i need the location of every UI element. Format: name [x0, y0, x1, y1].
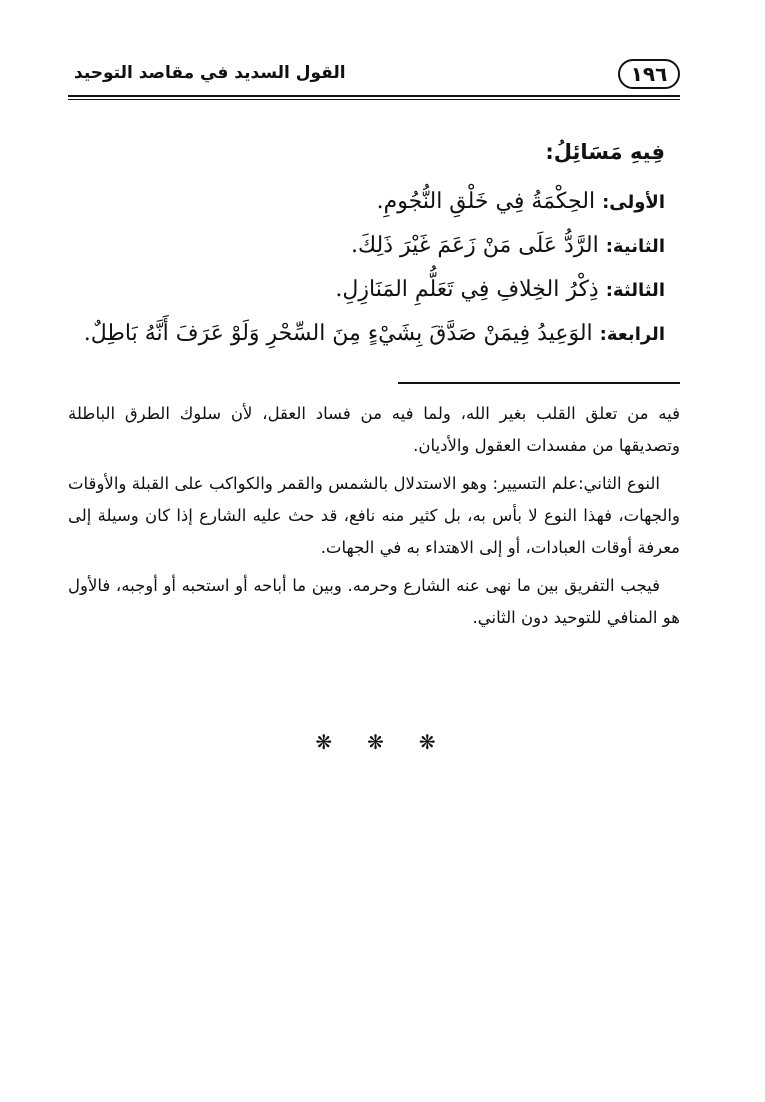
footnotes [68, 398, 680, 640]
running-title: القول السديد في مقاصد التوحيد [74, 63, 346, 83]
footnote-paragraph: النوع الثاني:علم التسيير: وهو الاستدلال بالشمس والقمر والكواكب على القبلة والأوقات والجهات، فهذا النوع لا بأس به، بل كثير منه نافع، قد حث عليه الشارع إذا كان وسيلة إلى معرفة أوقات العبادات، أو إلى الاهتداء به في الجهات. [68, 474, 680, 557]
page-number: ١٩٦ [618, 59, 680, 89]
issue-text: الرَّدُّ عَلَى مَنْ زَعَمَ غَيْرَ ذَلِكَ. [351, 233, 599, 258]
issue-item [85, 180, 665, 224]
issue-text: الوَعِيدُ فِيمَنْ صَدَّقَ بِشَيْءٍ مِنَ السِّحْرِ وَلَوْ عَرَفَ أَنَّهُ بَاطِلٌ. [83, 321, 593, 346]
header-rule [68, 95, 680, 100]
footnote-paragraph: فيه من تعلق القلب بغير الله، ولما فيه من فساد العقل، لأن سلوك الطرق الباطلة وتصديقها من مفسدات العقول والأديان. [68, 404, 680, 455]
issue-label: الثانية: [605, 236, 665, 257]
footnote-paragraph: فيجب التفريق بين ما نهى عنه الشارع وحرمه. وبين ما أباحه أو استحبه أو أوجبه، فالأول هو المنافي للتوحيد دون الثاني. [68, 576, 680, 627]
issue-label: الثالثة: [605, 280, 665, 301]
issue-label: الرابعة: [599, 324, 665, 345]
issue-item [85, 224, 665, 268]
issue-text: ذِكْرُ الخِلافِ فِي تَعَلُّمِ المَنَازِلِ. [335, 277, 599, 302]
issue-text: الحِكْمَةُ فِي خَلْقِ النُّجُومِ. [376, 189, 596, 214]
page-header [68, 55, 680, 95]
footnote-separator [398, 382, 680, 384]
issue-item [85, 268, 665, 312]
issue-item [85, 312, 665, 356]
issue-label: الأولى: [602, 192, 665, 213]
issues-list [85, 180, 665, 356]
issues-heading: فِيهِ مَسَائِلُ: [545, 140, 665, 164]
section-ornament: ❋ ❋ ❋ [315, 730, 450, 754]
